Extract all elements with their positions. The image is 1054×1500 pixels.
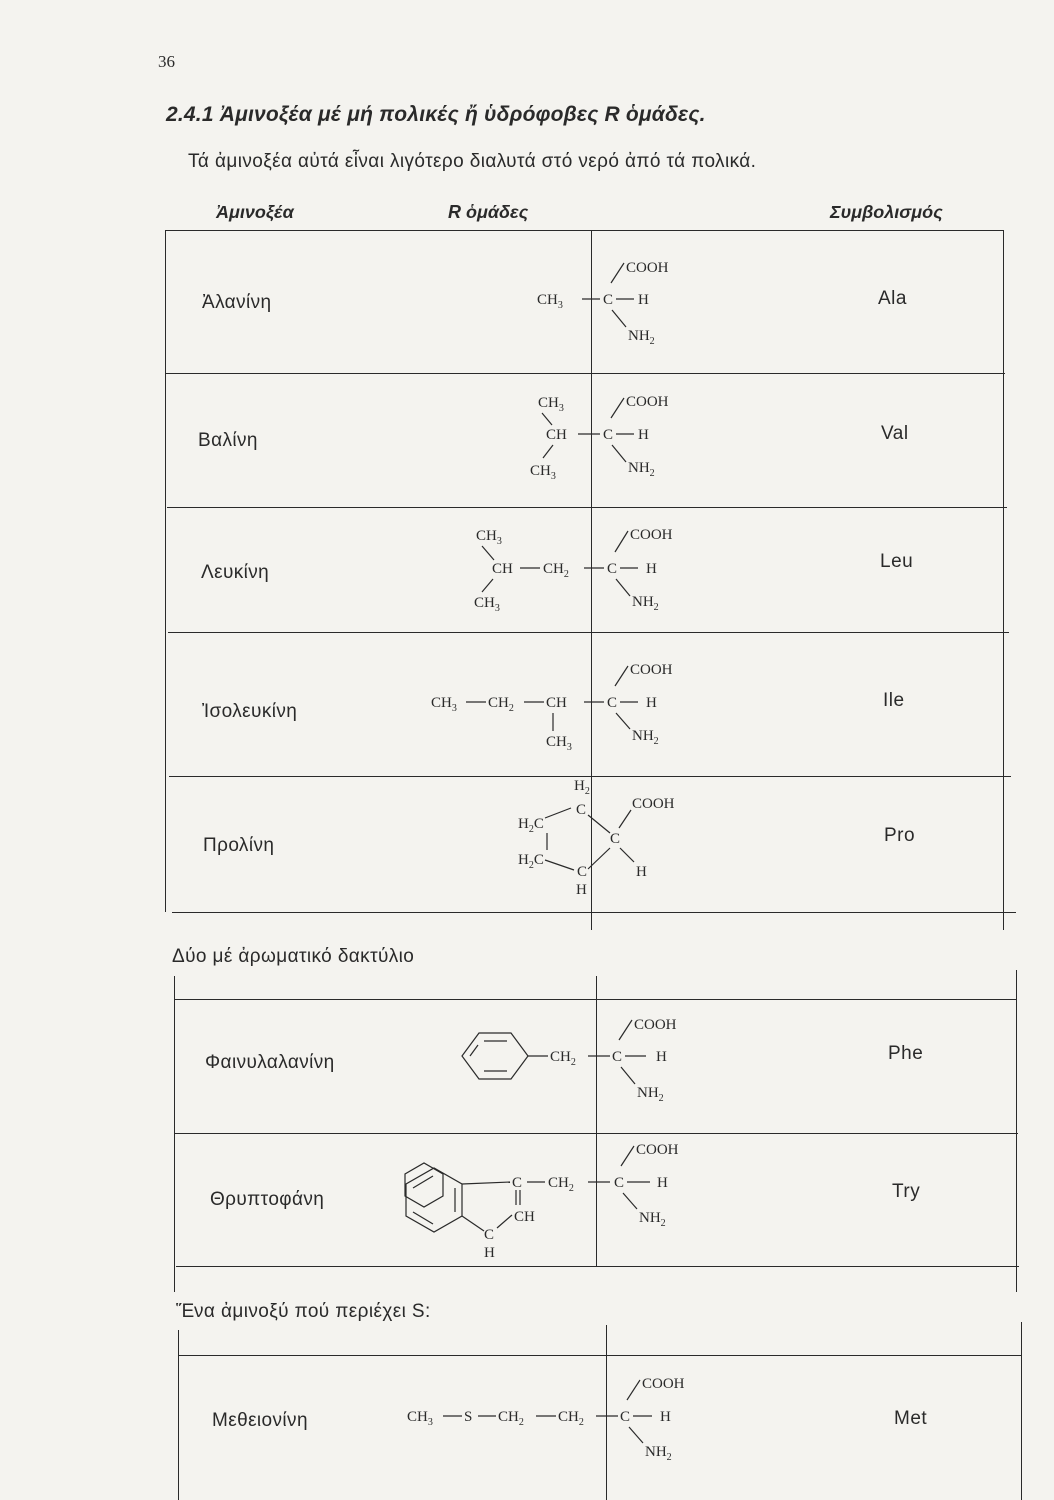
- amino-acid-name: Θρυπτοφάνη: [210, 1189, 325, 1210]
- svg-text:CH2: $CH_2$: [558, 1409, 584, 1428]
- svg-text:CH3: $CH_3$: [474, 595, 500, 614]
- amino-acid-symbol: Met: [894, 1408, 928, 1429]
- amino-acid-symbol: Ile: [883, 690, 905, 711]
- svg-text:S: S: [464, 1409, 473, 1425]
- svg-text:NH2: $NH_2$: [637, 1085, 664, 1104]
- amino-acid-symbol: Val: [881, 423, 909, 444]
- svg-text:COOH: COOH: [626, 260, 669, 276]
- svg-text:H2C: $H_2C$: [518, 816, 544, 835]
- amino-acid-symbol: Try: [892, 1181, 921, 1202]
- svg-text:CH2: $CH_2$: [543, 561, 569, 580]
- section-intro: Τά ἀμινοξέα αὐτά εἶναι λιγότερο διαλυτά στό νερό ἀπό τά πολικά.: [188, 151, 757, 172]
- amino-acid-name: Προλίνη: [203, 835, 275, 856]
- svg-text:C: C: [612, 1049, 623, 1065]
- svg-text:H2C: $H_2C$: [518, 852, 544, 871]
- svg-text:H: H: [646, 561, 657, 577]
- svg-text:H: H: [484, 1245, 495, 1261]
- aromatic-section-label: Δύο μέ ἀρωματικό δακτύλιο: [172, 946, 415, 967]
- svg-text:CH3: $CH_3$: [538, 395, 564, 414]
- svg-text:H: H: [576, 882, 587, 898]
- svg-text:CH: CH: [492, 561, 513, 577]
- svg-text:CH: CH: [546, 427, 567, 443]
- svg-text:CH2: $CH_2$: [548, 1175, 574, 1194]
- svg-text:CH3: $CH_3$: [431, 695, 457, 714]
- column-header-amino-acids: Ἀμινοξέα: [216, 202, 294, 222]
- svg-text:C: C: [620, 1409, 631, 1425]
- svg-text:CH3: $CH_3$: [530, 463, 556, 482]
- section-heading: 2.4.1 Ἀμινοξέα μέ μή πολικές ἤ ὑδρόφοβες R ὁμάδες.: [166, 103, 706, 126]
- amino-acid-name: Μεθειονίνη: [212, 1410, 308, 1431]
- amino-acid-symbol: Pro: [884, 825, 916, 846]
- sulfur-section-label: Ἕνα ἀμινοξύ πού περιέχει S:: [176, 1301, 431, 1322]
- svg-text:H2: $H_2$: [574, 778, 590, 797]
- svg-text:H: H: [646, 695, 657, 711]
- amino-acid-symbol: Leu: [880, 551, 914, 572]
- svg-text:NH2: $NH_2$: [628, 460, 655, 479]
- amino-acid-name: Ἰσολευκίνη: [202, 701, 298, 722]
- svg-text:CH3: $CH_3$: [537, 292, 563, 311]
- svg-text:COOH: COOH: [630, 662, 673, 678]
- svg-text:C: C: [614, 1175, 625, 1191]
- svg-text:C: C: [603, 292, 614, 308]
- svg-text:H: H: [657, 1175, 668, 1191]
- svg-text:C: C: [576, 802, 587, 818]
- svg-text:H: H: [638, 292, 649, 308]
- svg-text:NH2: $NH_2$: [645, 1444, 672, 1463]
- svg-text:CH2: $CH_2$: [550, 1049, 576, 1068]
- svg-text:C: C: [603, 427, 614, 443]
- svg-text:NH2: $NH_2$: [632, 594, 659, 613]
- amino-acid-name: Λευκίνη: [201, 562, 270, 583]
- svg-text:CH3: $CH_3$: [546, 734, 572, 753]
- svg-text:COOH: COOH: [632, 796, 675, 812]
- svg-text:C: C: [610, 831, 621, 847]
- svg-text:C: C: [512, 1175, 523, 1191]
- svg-text:CH: CH: [546, 695, 567, 711]
- svg-text:COOH: COOH: [626, 394, 669, 410]
- amino-acid-symbol: Ala: [878, 288, 907, 309]
- column-header-r-groups: R ὁμάδες: [448, 202, 529, 222]
- svg-text:C: C: [484, 1227, 495, 1243]
- svg-text:C: C: [607, 561, 618, 577]
- svg-text:H: H: [656, 1049, 667, 1065]
- amino-acid-name: Ἀλανίνη: [202, 292, 272, 313]
- svg-text:C: C: [607, 695, 618, 711]
- amino-acid-symbol: Phe: [888, 1043, 924, 1064]
- svg-text:COOH: COOH: [630, 527, 673, 543]
- svg-text:H: H: [636, 864, 647, 880]
- svg-text:CH3: $CH_3$: [407, 1409, 433, 1428]
- svg-text:CH2: $CH_2$: [488, 695, 514, 714]
- column-header-symbol: Συμβολισμός: [830, 202, 943, 222]
- page-number: 36: [158, 52, 175, 71]
- amino-acid-name: Βαλίνη: [198, 430, 258, 451]
- amino-acid-name: Φαινυλαλανίνη: [205, 1052, 335, 1073]
- svg-text:NH2: $NH_2$: [639, 1210, 666, 1229]
- svg-text:CH2: $CH_2$: [498, 1409, 524, 1428]
- svg-text:CH3: $CH_3$: [476, 528, 502, 547]
- svg-text:C: C: [577, 864, 588, 880]
- svg-text:COOH: COOH: [634, 1017, 677, 1033]
- svg-text:COOH: COOH: [642, 1376, 685, 1392]
- svg-text:CH: CH: [514, 1209, 535, 1225]
- svg-text:H: H: [638, 427, 649, 443]
- svg-text:COOH: COOH: [636, 1142, 679, 1158]
- svg-text:NH2: $NH_2$: [632, 728, 659, 747]
- svg-text:H: H: [660, 1409, 671, 1425]
- svg-text:NH2: $NH_2$: [628, 328, 655, 347]
